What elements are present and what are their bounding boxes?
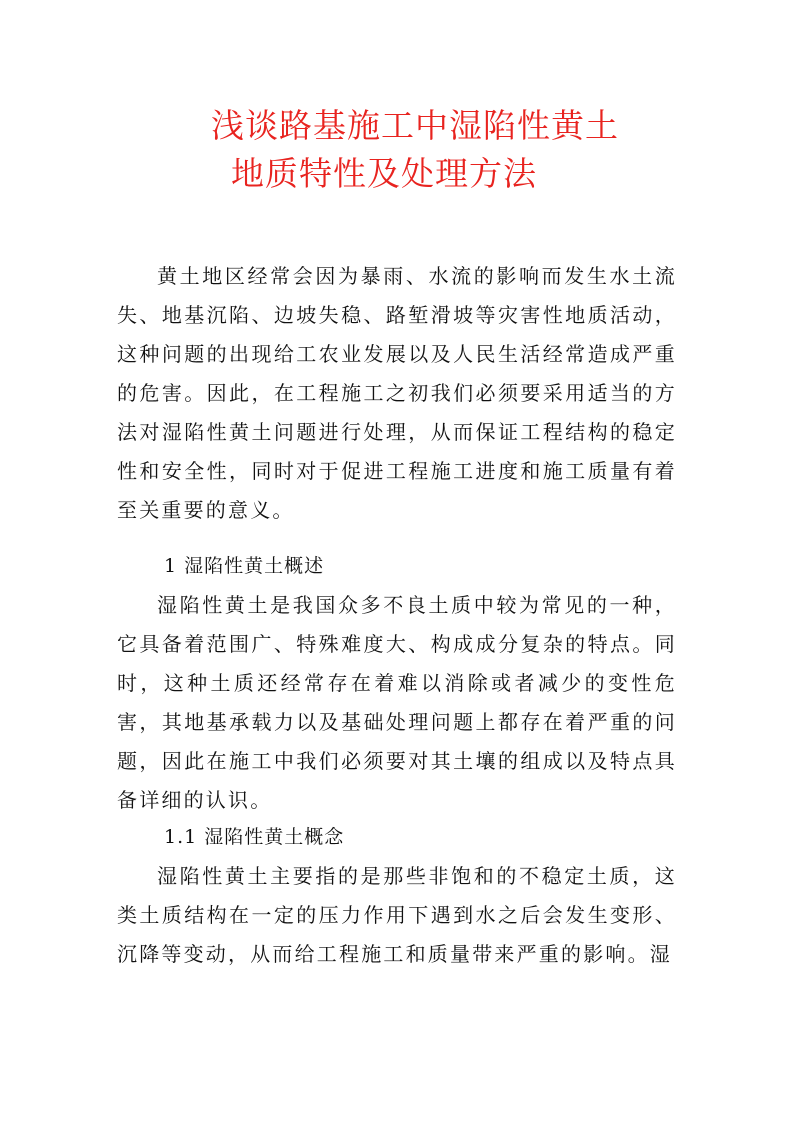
paragraph-intro: 黄土地区经常会因为暴雨、水流的影响而发生水土流失、地基沉陷、边坡失稳、路堑滑坡等灾害性地质活动，这种问题的出现给工农业发展以及人民生活经常造成严重的危害。因此，在工程施工之初我们必须要采用适当的方法对湿陷性黄土问题进行处理，从而保证工程结构的稳定性和安全性，同时对于促进工程施工进度和施工质量有着至关重要的意义。 xyxy=(117,264,677,522)
document-title-line-2: 地质特性及处理方法 xyxy=(231,154,537,193)
document-title-line-1: 浅谈路基施工中湿陷性黄土 xyxy=(211,106,619,145)
section-heading-1-1: 1.1 湿陷性黄土概念 xyxy=(164,826,345,848)
section-heading-1: 1 湿陷性黄土概述 xyxy=(164,555,325,577)
paragraph-concept: 湿陷性黄土主要指的是那些非饱和的不稳定土质，这类土质结构在一定的压力作用下遇到水之后会发生变形、沉降等变动，从而给工程施工和质量带来严重的影响。湿 xyxy=(117,864,677,966)
paragraph-overview: 湿陷性黄土是我国众多不良土质中较为常见的一种，它具备着范围广、特殊难度大、构成成分复杂的特点。同时，这种土质还经常存在着难以消除或者减少的变性危害，其地基承载力以及基础处理问题上都存在着严重的问题，因此在施工中我们必须要对其土壤的组成以及特点具备详细的认识。 xyxy=(117,593,677,812)
